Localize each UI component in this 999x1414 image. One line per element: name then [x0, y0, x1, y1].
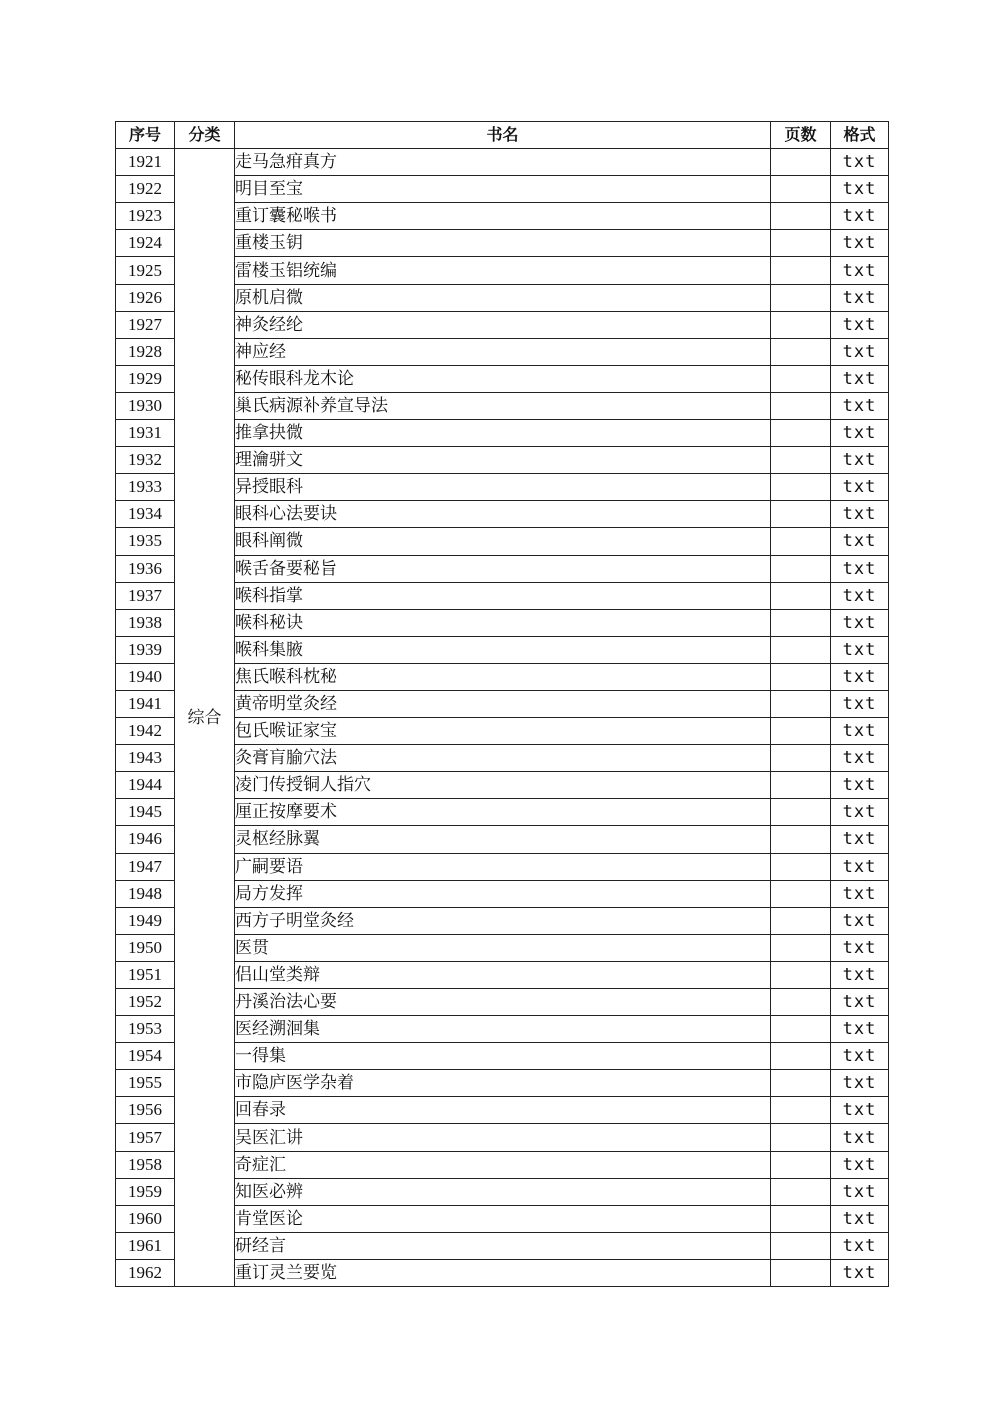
book-title: 黄帝明堂灸经 — [235, 690, 771, 717]
book-title: 医经溯洄集 — [235, 1016, 771, 1043]
row-index: 1941 — [116, 690, 175, 717]
book-title: 喉科集腋 — [235, 636, 771, 663]
page-count — [771, 880, 831, 907]
row-index: 1922 — [116, 176, 175, 203]
page-count — [771, 745, 831, 772]
book-title: 重订灵兰要览 — [235, 1259, 771, 1286]
page-count — [771, 1151, 831, 1178]
book-title: 广嗣要语 — [235, 853, 771, 880]
file-format: txt — [831, 149, 889, 176]
row-index: 1931 — [116, 420, 175, 447]
file-format: txt — [831, 961, 889, 988]
page-count — [771, 582, 831, 609]
book-title: 市隐庐医学杂着 — [235, 1070, 771, 1097]
book-title: 推拿抉微 — [235, 420, 771, 447]
page-count — [771, 1070, 831, 1097]
page-count — [771, 230, 831, 257]
row-index: 1935 — [116, 528, 175, 555]
row-index: 1924 — [116, 230, 175, 257]
book-catalog-table — [115, 121, 889, 1287]
page-count — [771, 826, 831, 853]
row-index: 1955 — [116, 1070, 175, 1097]
book-title: 雷楼玉铝统编 — [235, 257, 771, 284]
page-count — [771, 663, 831, 690]
file-format: txt — [831, 582, 889, 609]
page-count — [771, 609, 831, 636]
book-title: 医贯 — [235, 934, 771, 961]
book-title: 研经言 — [235, 1232, 771, 1259]
header-title: 书名 — [235, 122, 771, 149]
book-title: 喉科秘诀 — [235, 609, 771, 636]
file-format: txt — [831, 311, 889, 338]
file-format: txt — [831, 1259, 889, 1286]
page-count — [771, 365, 831, 392]
page-count — [771, 690, 831, 717]
row-index: 1921 — [116, 149, 175, 176]
book-title: 秘传眼科龙木论 — [235, 365, 771, 392]
book-title: 眼科心法要诀 — [235, 501, 771, 528]
file-format: txt — [831, 989, 889, 1016]
row-index: 1929 — [116, 365, 175, 392]
category-cell: 综合 — [175, 149, 235, 1287]
row-index: 1932 — [116, 447, 175, 474]
row-index: 1926 — [116, 284, 175, 311]
book-title: 焦氏喉科枕秘 — [235, 663, 771, 690]
file-format: txt — [831, 907, 889, 934]
book-title: 异授眼科 — [235, 474, 771, 501]
page-count — [771, 311, 831, 338]
page-count — [771, 447, 831, 474]
book-title: 神灸经纶 — [235, 311, 771, 338]
file-format: txt — [831, 420, 889, 447]
row-index: 1928 — [116, 338, 175, 365]
file-format: txt — [831, 392, 889, 419]
book-title: 重订囊秘喉书 — [235, 203, 771, 230]
file-format: txt — [831, 718, 889, 745]
book-title: 神应经 — [235, 338, 771, 365]
page-count — [771, 1097, 831, 1124]
file-format: txt — [831, 745, 889, 772]
row-index: 1952 — [116, 989, 175, 1016]
file-format: txt — [831, 1070, 889, 1097]
page-count — [771, 392, 831, 419]
page-count — [771, 420, 831, 447]
row-index: 1927 — [116, 311, 175, 338]
file-format: txt — [831, 474, 889, 501]
file-format: txt — [831, 690, 889, 717]
row-index: 1949 — [116, 907, 175, 934]
row-index: 1958 — [116, 1151, 175, 1178]
file-format: txt — [831, 636, 889, 663]
row-index: 1925 — [116, 257, 175, 284]
table-row — [116, 149, 889, 176]
page-count — [771, 338, 831, 365]
row-index: 1940 — [116, 663, 175, 690]
file-format: txt — [831, 1043, 889, 1070]
page-count — [771, 1016, 831, 1043]
page-count — [771, 149, 831, 176]
file-format: txt — [831, 1205, 889, 1232]
book-title: 知医必辨 — [235, 1178, 771, 1205]
book-title: 奇症汇 — [235, 1151, 771, 1178]
file-format: txt — [831, 772, 889, 799]
page-count — [771, 907, 831, 934]
book-title: 巢氏病源补养宣导法 — [235, 392, 771, 419]
book-title: 吴医汇讲 — [235, 1124, 771, 1151]
file-format: txt — [831, 853, 889, 880]
book-title: 西方子明堂灸经 — [235, 907, 771, 934]
book-title: 灸膏肓腧穴法 — [235, 745, 771, 772]
row-index: 1934 — [116, 501, 175, 528]
book-title: 明目至宝 — [235, 176, 771, 203]
page-count — [771, 284, 831, 311]
row-index: 1939 — [116, 636, 175, 663]
row-index: 1944 — [116, 772, 175, 799]
header-pages: 页数 — [771, 122, 831, 149]
row-index: 1945 — [116, 799, 175, 826]
row-index: 1946 — [116, 826, 175, 853]
file-format: txt — [831, 1151, 889, 1178]
file-format: txt — [831, 663, 889, 690]
page-count — [771, 1178, 831, 1205]
row-index: 1923 — [116, 203, 175, 230]
file-format: txt — [831, 176, 889, 203]
page-count — [771, 1043, 831, 1070]
book-title: 包氏喉证家宝 — [235, 718, 771, 745]
file-format: txt — [831, 284, 889, 311]
page-count — [771, 257, 831, 284]
book-title: 喉舌备要秘旨 — [235, 555, 771, 582]
book-title: 灵枢经脉翼 — [235, 826, 771, 853]
file-format: txt — [831, 1097, 889, 1124]
table-body — [116, 149, 889, 1287]
file-format: txt — [831, 826, 889, 853]
file-format: txt — [831, 609, 889, 636]
file-format: txt — [831, 799, 889, 826]
row-index: 1950 — [116, 934, 175, 961]
book-title: 局方发挥 — [235, 880, 771, 907]
book-title: 理瀹骈文 — [235, 447, 771, 474]
header-format: 格式 — [831, 122, 889, 149]
file-format: txt — [831, 257, 889, 284]
book-title: 原机启微 — [235, 284, 771, 311]
row-index: 1942 — [116, 718, 175, 745]
row-index: 1962 — [116, 1259, 175, 1286]
book-title: 一得集 — [235, 1043, 771, 1070]
file-format: txt — [831, 1124, 889, 1151]
row-index: 1948 — [116, 880, 175, 907]
header-category: 分类 — [175, 122, 235, 149]
book-title: 肯堂医论 — [235, 1205, 771, 1232]
file-format: txt — [831, 555, 889, 582]
page-count — [771, 799, 831, 826]
page-count — [771, 1124, 831, 1151]
book-title: 凌门传授铜人指穴 — [235, 772, 771, 799]
page-count — [771, 1205, 831, 1232]
row-index: 1956 — [116, 1097, 175, 1124]
row-index: 1938 — [116, 609, 175, 636]
page-count — [771, 636, 831, 663]
file-format: txt — [831, 365, 889, 392]
page-count — [771, 961, 831, 988]
book-title: 眼科阐微 — [235, 528, 771, 555]
row-index: 1951 — [116, 961, 175, 988]
page-count — [771, 1259, 831, 1286]
file-format: txt — [831, 1232, 889, 1259]
header-index: 序号 — [116, 122, 175, 149]
page-count — [771, 176, 831, 203]
page-count — [771, 989, 831, 1016]
page-count — [771, 555, 831, 582]
page-count — [771, 934, 831, 961]
book-title: 喉科指掌 — [235, 582, 771, 609]
file-format: txt — [831, 934, 889, 961]
book-title: 侣山堂类辩 — [235, 961, 771, 988]
file-format: txt — [831, 501, 889, 528]
file-format: txt — [831, 1016, 889, 1043]
book-title: 回春录 — [235, 1097, 771, 1124]
book-title: 厘正按摩要术 — [235, 799, 771, 826]
file-format: txt — [831, 880, 889, 907]
row-index: 1957 — [116, 1124, 175, 1151]
row-index: 1930 — [116, 392, 175, 419]
page-count — [771, 203, 831, 230]
page-count — [771, 501, 831, 528]
file-format: txt — [831, 338, 889, 365]
row-index: 1943 — [116, 745, 175, 772]
file-format: txt — [831, 447, 889, 474]
book-title: 丹溪治法心要 — [235, 989, 771, 1016]
row-index: 1954 — [116, 1043, 175, 1070]
page-count — [771, 718, 831, 745]
page-count — [771, 474, 831, 501]
page-count — [771, 1232, 831, 1259]
row-index: 1961 — [116, 1232, 175, 1259]
row-index: 1947 — [116, 853, 175, 880]
page-count — [771, 528, 831, 555]
row-index: 1960 — [116, 1205, 175, 1232]
row-index: 1959 — [116, 1178, 175, 1205]
book-title: 重楼玉钥 — [235, 230, 771, 257]
file-format: txt — [831, 230, 889, 257]
file-format: txt — [831, 203, 889, 230]
file-format: txt — [831, 528, 889, 555]
table-header-row — [116, 122, 889, 149]
file-format: txt — [831, 1178, 889, 1205]
row-index: 1953 — [116, 1016, 175, 1043]
row-index: 1936 — [116, 555, 175, 582]
page-count — [771, 772, 831, 799]
page-count — [771, 853, 831, 880]
row-index: 1937 — [116, 582, 175, 609]
row-index: 1933 — [116, 474, 175, 501]
book-title: 走马急疳真方 — [235, 149, 771, 176]
